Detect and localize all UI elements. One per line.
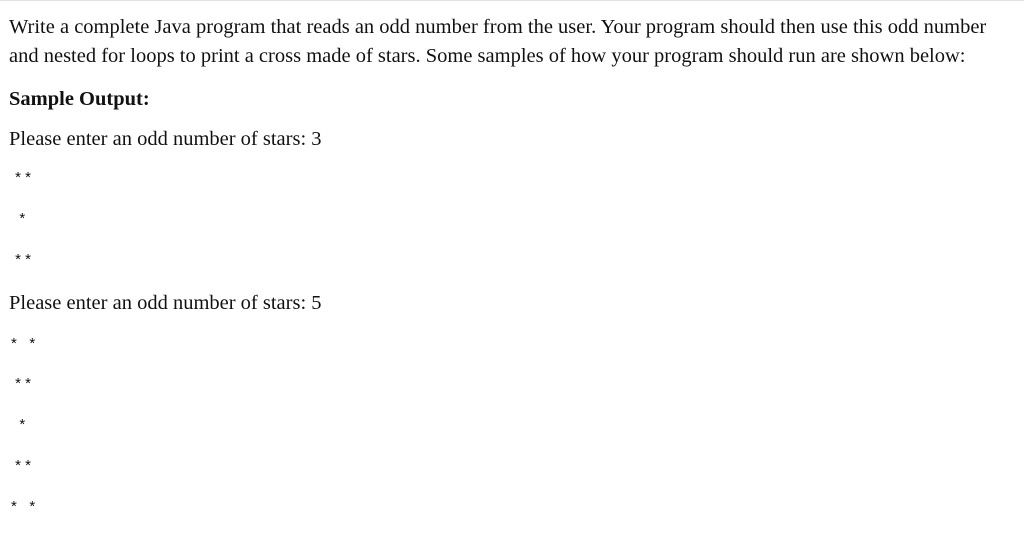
sample-output-heading: Sample Output: (9, 88, 150, 110)
sample-2-star-row-1: * * (11, 335, 36, 352)
sample-2-star-row-2: * * (11, 375, 32, 392)
sample-1-star-row-3: * * (11, 251, 32, 268)
problem-statement-line-2: and nested for loops to print a cross made of stars. Some samples of how your program should run are shown below: (9, 45, 966, 67)
top-divider (0, 0, 1024, 1)
sample-1-star-row-2: * (11, 210, 26, 227)
sample-2-star-row-3: * (11, 416, 26, 433)
sample-2-star-row-4: * * (11, 457, 32, 474)
sample-1-star-row-1: * * (11, 169, 32, 186)
sample-2-star-row-5: * * (11, 498, 36, 515)
problem-statement (9, 13, 1021, 71)
sample-2-prompt: Please enter an odd number of stars: 5 (9, 292, 322, 314)
sample-1-prompt: Please enter an odd number of stars: 3 (9, 128, 322, 150)
problem-statement-line-1: Write a complete Java program that reads an odd number from the user. Your program should then use this odd number (9, 16, 987, 38)
